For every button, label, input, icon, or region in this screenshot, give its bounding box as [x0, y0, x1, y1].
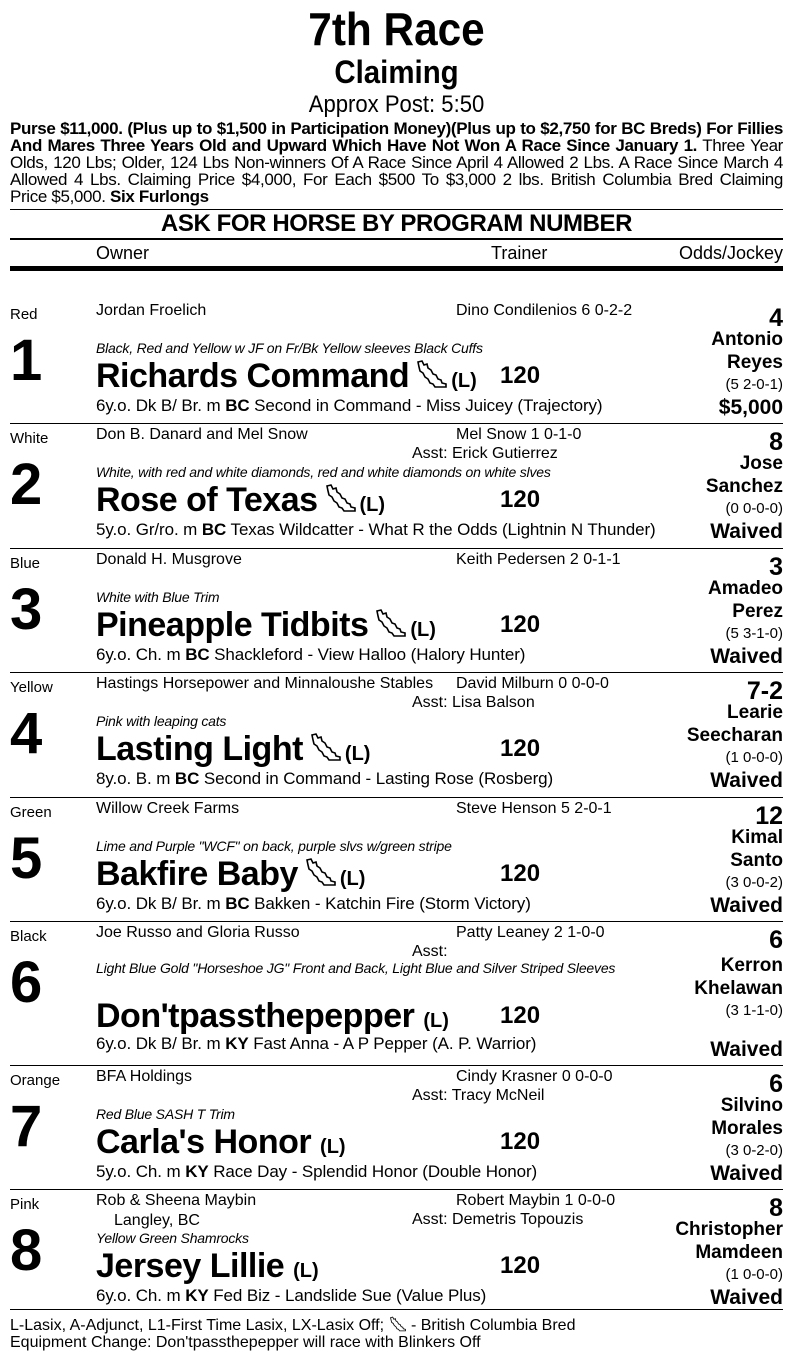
owner-name: Joe Russo and Gloria Russo: [96, 924, 300, 941]
foaling-place: BC: [225, 396, 250, 415]
assistant-trainer: Asst: Demetris Topouzis: [412, 1211, 584, 1228]
equipment-change: Equipment Change: Don'tpassthepepper will race with Blinkers Off: [10, 1334, 481, 1351]
claiming-price: $5,000: [718, 396, 783, 419]
trainer-name: Mel Snow 1 0-1-0: [456, 426, 582, 443]
pedigree: Texas Wildcatter - What R the Odds (Lightnin N Thunder): [226, 520, 656, 539]
owner-name: Hastings Horsepower and Minnaloushe Stables: [96, 675, 434, 692]
saddlecloth-color: Pink: [10, 1196, 40, 1213]
age-sex-color: 5y.o. Ch. m: [96, 1162, 186, 1181]
owner-name: Don B. Danard and Mel Snow: [96, 426, 308, 443]
jockey-first-name: Kerron: [720, 955, 783, 976]
claiming-price: Waived: [710, 1038, 783, 1061]
lasix-indicator: (L): [423, 1010, 449, 1032]
age-sex-color: 6y.o. Ch. m: [96, 645, 186, 664]
horse-name: [96, 1122, 346, 1167]
pedigree: Fast Anna - A P Pepper (A. P. Warrior): [248, 1034, 537, 1053]
page-footer: [10, 1316, 575, 1351]
jockey-last-name: Seecharan: [686, 725, 783, 746]
jockey-record: (3 0-2-0): [725, 1142, 783, 1159]
foaling-place: BC: [201, 520, 227, 539]
morning-line-odds: 6: [769, 1070, 783, 1098]
pedigree: Fed Biz - Landslide Sue (Value Plus): [208, 1286, 487, 1305]
pedigree: Bakken - Katchin Fire (Storm Victory): [249, 894, 531, 913]
odds-jockey-column-header: Odds/Jockey: [678, 243, 783, 263]
legend-bc-text: - British Columbia Bred: [406, 1317, 576, 1334]
weight: 120: [500, 611, 541, 638]
horse-name: [96, 729, 370, 774]
claiming-price: Waived: [710, 769, 783, 792]
saddlecloth-color: White: [10, 430, 49, 447]
race-distance: Six Furlongs: [110, 187, 209, 206]
british-columbia-map-icon: [324, 483, 358, 513]
horse-name-text: Richards Command: [96, 357, 410, 395]
morning-line-odds: 3: [769, 553, 783, 581]
post-time: Approx Post: 5:50: [308, 91, 485, 118]
jockey-record: (0 0-0-0): [725, 500, 783, 517]
lasix-indicator: (L): [451, 370, 477, 392]
claiming-price: Waived: [710, 520, 783, 543]
pedigree: Shackleford - View Halloo (Halory Hunter): [209, 645, 526, 664]
jockey-record: (1 0-0-0): [725, 1266, 783, 1283]
jockey-last-name: Khelawan: [694, 978, 783, 999]
breeding-line: [96, 894, 531, 914]
jockey-first-name: Kimal: [731, 827, 783, 848]
weight: 120: [500, 1002, 541, 1029]
jockey-first-name: Amadeo: [708, 578, 783, 599]
claiming-price: Waived: [710, 1286, 783, 1309]
saddlecloth-color: Black: [10, 928, 47, 945]
jockey-last-name: Sanchez: [705, 476, 783, 497]
jockey-first-name: Christopher: [675, 1219, 783, 1240]
silks-description: Lime and Purple "WCF" on back, purple slvs w/green stripe: [96, 838, 452, 854]
program-number: 7: [10, 1094, 43, 1159]
foaling-place: KY: [185, 1286, 209, 1305]
jockey-last-name: Santo: [730, 850, 783, 871]
breeding-line: [96, 1034, 536, 1054]
lasix-indicator: (L): [410, 619, 436, 641]
entry-row: [10, 673, 783, 798]
age-sex-color: 6y.o. Ch. m: [96, 1286, 186, 1305]
pedigree: Second in Command - Lasting Rose (Rosberg): [199, 769, 554, 788]
foaling-place: KY: [225, 1034, 249, 1053]
weight: 120: [500, 362, 541, 389]
race-conditions: [10, 120, 783, 205]
jockey-last-name: Mamdeen: [695, 1242, 783, 1263]
pedigree: Second in Command - Miss Juicey (Trajectory): [249, 396, 603, 415]
breeding-line: [96, 396, 602, 416]
jockey-first-name: Antonio: [711, 329, 783, 350]
morning-line-odds: 12: [755, 802, 783, 830]
silks-description: White, with red and white diamonds, red and white diamonds on white slves: [96, 464, 551, 480]
ask-banner: ASK FOR HORSE BY PROGRAM NUMBER: [10, 209, 783, 240]
horse-name-text: Lasting Light: [96, 730, 303, 768]
horse-name-text: Bakfire Baby: [96, 855, 298, 893]
entry-row: [10, 549, 783, 673]
jockey-first-name: Jose: [739, 453, 783, 474]
saddlecloth-color: Red: [10, 306, 38, 323]
horse-name-text: Don'tpassthepepper: [96, 997, 415, 1035]
age-sex-color: 6y.o. Dk B/ Br. m: [96, 894, 226, 913]
morning-line-odds: 6: [769, 926, 783, 954]
weight: 120: [500, 486, 541, 513]
silks-description: Black, Red and Yellow w JF on Fr/Bk Yellow sleeves Black Cuffs: [96, 340, 483, 356]
horse-name-text: Jersey Lillie: [96, 1247, 285, 1285]
horse-name: [96, 605, 436, 650]
jockey-record: (1 0-0-0): [725, 749, 783, 766]
program-number: 6: [10, 950, 43, 1015]
pedigree: Race Day - Splendid Honor (Double Honor): [208, 1162, 538, 1181]
owner-column-header: Owner: [96, 243, 150, 263]
saddlecloth-color: Green: [10, 804, 52, 821]
horse-name-text: Rose of Texas: [96, 481, 318, 519]
entry-row: [10, 424, 783, 549]
horse-name-text: Carla's Honor: [96, 1123, 312, 1161]
race-header: [0, 0, 793, 120]
lasix-indicator: (L): [344, 743, 371, 765]
foaling-place: BC: [225, 894, 250, 913]
trainer-name: Keith Pedersen 2 0-1-1: [456, 551, 621, 568]
jockey-record: (3 1-1-0): [725, 1002, 783, 1019]
british-columbia-map-icon: [415, 359, 449, 389]
foaling-place: BC: [174, 769, 200, 788]
trainer-name: David Milburn 0 0-0-0: [456, 675, 609, 692]
silks-description: Light Blue Gold "Horseshoe JG" Front and Back, Light Blue and Silver Striped Sleeves: [96, 960, 616, 976]
age-sex-color: 6y.o. Dk B/ Br. m: [96, 396, 226, 415]
weight: 120: [500, 1128, 541, 1155]
entry-row: [10, 798, 783, 922]
jockey-record: (3 0-0-2): [725, 874, 783, 891]
british-columbia-map-icon: [374, 608, 408, 638]
race-title: 7th Race: [308, 3, 485, 55]
weight: 120: [500, 860, 541, 887]
morning-line-odds: 4: [769, 304, 783, 332]
trainer-name: Steve Henson 5 2-0-1: [456, 800, 612, 817]
program-number: 8: [10, 1218, 43, 1283]
trainer-name: Dino Condilenios 6 0-2-2: [456, 302, 633, 319]
entry-row: [10, 300, 783, 424]
horse-name: [96, 356, 477, 401]
jockey-last-name: Morales: [711, 1118, 783, 1139]
jockey-last-name: Reyes: [727, 352, 783, 373]
silks-description: White with Blue Trim: [96, 589, 220, 605]
morning-line-odds: 7-2: [746, 677, 783, 705]
lasix-indicator: (L): [293, 1260, 319, 1282]
silks-description: Red Blue SASH T Trim: [96, 1106, 235, 1122]
saddlecloth-color: Yellow: [10, 679, 53, 696]
column-headers: [10, 240, 783, 266]
lasix-legend: [10, 1316, 575, 1334]
race-type: Claiming: [334, 54, 459, 90]
british-columbia-map-icon: [304, 857, 338, 887]
claiming-price: Waived: [710, 645, 783, 668]
trainer-name: Patty Leaney 2 1-0-0: [456, 924, 605, 941]
owner-name: Rob & Sheena Maybin: [96, 1192, 257, 1209]
lasix-indicator: (L): [320, 1136, 346, 1158]
jockey-first-name: Learie: [727, 702, 783, 723]
claiming-price: Waived: [710, 894, 783, 917]
claiming-price: Waived: [710, 1162, 783, 1185]
horse-name: [96, 854, 365, 899]
jockey-record: (5 2-0-1): [725, 376, 783, 393]
program-number: 4: [10, 701, 43, 766]
assistant-trainer: Asst: Lisa Balson: [412, 694, 535, 711]
breeding-line: [96, 520, 656, 540]
weight: 120: [500, 735, 541, 762]
age-sex-color: 6y.o. Dk B/ Br. m: [96, 1034, 226, 1053]
assistant-trainer: Asst:: [412, 943, 448, 960]
header-divider: [10, 266, 783, 271]
owner-name: Willow Creek Farms: [96, 800, 240, 817]
owner-name: Donald H. Musgrove: [96, 551, 242, 568]
horse-name: [96, 1246, 319, 1291]
lasix-indicator: (L): [359, 494, 386, 516]
horse-name: [96, 480, 385, 525]
morning-line-odds: 8: [769, 1194, 783, 1222]
british-columbia-map-icon: [389, 1316, 407, 1332]
silks-description: Yellow Green Shamrocks: [96, 1230, 249, 1246]
trainer-column-header: Trainer: [491, 243, 548, 263]
jockey-first-name: Silvino: [720, 1095, 783, 1116]
saddlecloth-color: Orange: [10, 1072, 61, 1089]
british-columbia-map-icon: [309, 732, 343, 762]
owner-location: Langley, BC: [114, 1212, 200, 1229]
breeding-line: [96, 769, 553, 789]
foaling-place: BC: [185, 645, 210, 664]
owner-name: Jordan Froelich: [96, 302, 207, 319]
age-sex-color: 5y.o. Gr/ro. m: [96, 520, 202, 539]
silks-description: Pink with leaping cats: [96, 713, 227, 729]
trainer-name: Cindy Krasner 0 0-0-0: [456, 1068, 613, 1085]
conditions-text: Three Year Olds, 120 Lbs; Older, 124 Lbs Non-winners Of A Race Since April 4 Allowed 2 Lbs. A Race Since March 4 Allowed 4 Lbs. Claiming Price $4,000, For Each $500 To $3,000 2 lbs. British Columbia Bred Claiming Price $5,000.: [10, 136, 783, 206]
breeding-line: [96, 1286, 486, 1306]
saddlecloth-color: Blue: [10, 555, 41, 572]
jockey-last-name: Perez: [732, 601, 783, 622]
weight: 120: [500, 1252, 541, 1279]
program-number: 2: [10, 452, 43, 517]
foaling-place: KY: [185, 1162, 209, 1181]
legend-text: L-Lasix, A-Adjunct, L1-First Time Lasix, LX-Lasix Off;: [10, 1317, 389, 1334]
program-number: 1: [10, 328, 43, 393]
conditions-bold: Purse $11,000. (Plus up to $1,500 in Participation Money)(Plus up to $2,750 for BC Breds) For Fillies And Mares Three Years Old and Upward Which Have Not Won A Race Since January 1.: [10, 119, 783, 155]
horse-name-text: Pineapple Tidbits: [96, 606, 369, 644]
entry-row: [10, 922, 783, 1066]
entry-row: [10, 1190, 783, 1310]
jockey-record: (5 3-1-0): [725, 625, 783, 642]
owner-name: BFA Holdings: [96, 1068, 193, 1085]
program-number: 5: [10, 826, 43, 891]
breeding-line: [96, 645, 525, 665]
lasix-indicator: (L): [339, 868, 366, 890]
morning-line-odds: 8: [769, 428, 783, 456]
age-sex-color: 8y.o. B. m: [96, 769, 175, 788]
trainer-name: Robert Maybin 1 0-0-0: [456, 1192, 616, 1209]
breeding-line: [96, 1162, 537, 1182]
program-number: 3: [10, 577, 43, 642]
assistant-trainer: Asst: Erick Gutierrez: [412, 445, 558, 462]
entry-row: [10, 1066, 783, 1190]
assistant-trainer: Asst: Tracy McNeil: [412, 1087, 545, 1104]
